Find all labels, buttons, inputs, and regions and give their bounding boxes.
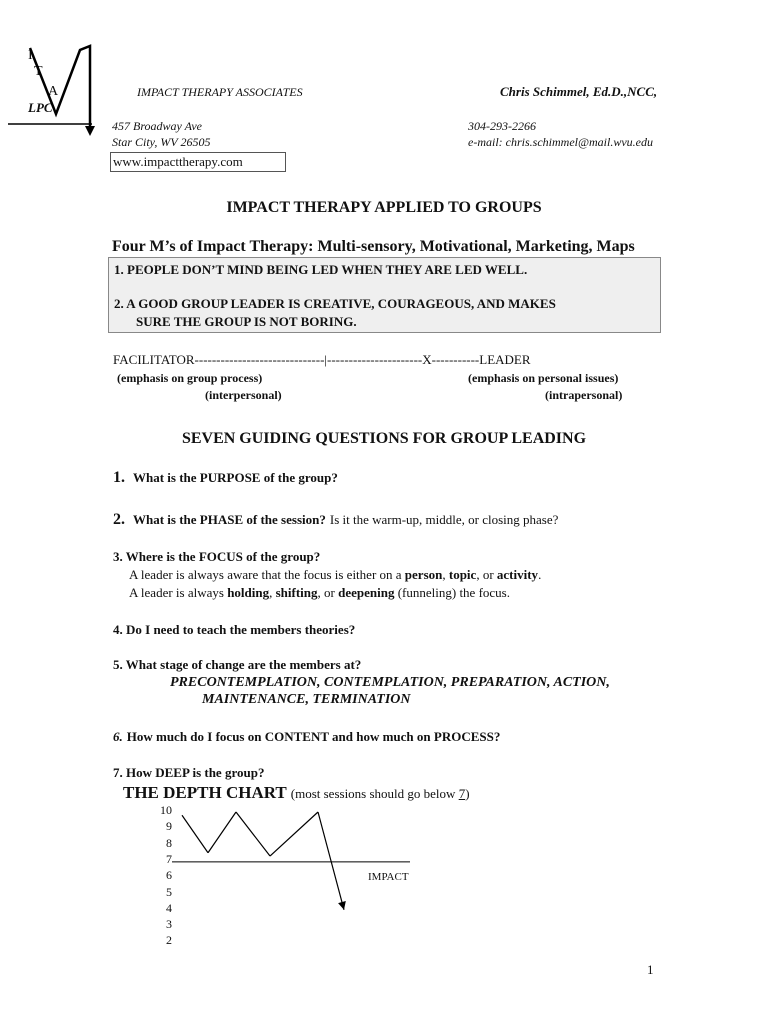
address-line-2: Star City, WV 26505 [112, 135, 211, 149]
question-3-line-2 [129, 585, 510, 601]
depth-chart-title: THE DEPTH CHART [123, 783, 287, 802]
question-2 [113, 511, 558, 529]
depth-chart-note-num: 7 [458, 786, 466, 801]
principles-box [108, 257, 661, 333]
y-tick-5: 5 [166, 884, 172, 899]
question-7: 7. How DEEP is the group? [113, 765, 265, 780]
logo-m-mark [8, 44, 108, 140]
q3-l1-a: A leader is always aware that the focus is either on a [129, 567, 405, 582]
org-name: IMPACT THERAPY ASSOCIATES [137, 85, 303, 99]
phone-number: 304-293-2266 [468, 119, 536, 133]
email-address[interactable]: e-mail: chris.schimmel@mail.wvu.edu [468, 135, 654, 149]
depth-chart-note-b: ) [465, 786, 470, 801]
depth-chart-heading [123, 783, 470, 803]
q3-l1-end: . [538, 567, 542, 582]
depth-chart [158, 804, 418, 954]
question-6 [113, 728, 500, 746]
q3-l2-holding: holding [227, 585, 270, 600]
question-5-stages-2: MAINTENANCE, TERMINATION [202, 692, 411, 707]
depth-line-segment-1 [182, 815, 208, 852]
logo-letter-i: I [28, 48, 33, 63]
q3-l1-activity: activity [496, 567, 539, 582]
page-number: 1 [647, 962, 654, 977]
q3-l1-person: person [404, 567, 443, 582]
right-emphasis: (emphasis on personal issues) [468, 371, 619, 385]
principle-2-cont: SURE THE GROUP IS NOT BORING. [136, 314, 357, 329]
principle-1: 1. PEOPLE DON’T MIND BEING LED WHEN THEY ARE LED WELL. [114, 262, 528, 277]
q3-l1-topic: topic [448, 567, 477, 582]
question-4: 4. Do I need to teach the members theories? [113, 622, 356, 637]
depth-line-segment-5 [318, 812, 344, 910]
left-emphasis: (emphasis on group process) [117, 371, 263, 385]
y-tick-3: 3 [166, 917, 172, 932]
question-2-text: What is the PHASE of the session? [133, 512, 326, 527]
y-tick-8: 8 [166, 835, 172, 850]
y-tick-10: 10 [160, 803, 172, 817]
question-3: 3. Where is the FOCUS of the group? [113, 549, 321, 564]
logo-letter-a: A [48, 84, 59, 99]
question-6-text: How much do I focus on CONTENT and how much on PROCESS? [126, 729, 501, 744]
impact-label: IMPACT [368, 871, 409, 883]
q3-l2-sep1: , [269, 585, 276, 600]
logo-lpc: LPC [28, 100, 53, 115]
right-type: (intrapersonal) [545, 388, 623, 402]
question-1-number: 1. [113, 469, 125, 486]
question-1 [113, 469, 338, 487]
y-tick-4: 4 [166, 900, 172, 915]
q3-l2-end: (funneling) the focus. [394, 585, 510, 600]
question-6-number: 6. [113, 729, 123, 744]
document-title: IMPACT THERAPY APPLIED TO GROUPS [226, 199, 542, 216]
question-3-line-1 [129, 567, 541, 583]
q3-l2-sep2: , or [317, 585, 339, 600]
y-tick-2: 2 [166, 933, 172, 948]
question-5: 5. What stage of change are the members at? [113, 657, 362, 672]
q3-l1-sep2: , or [476, 567, 497, 582]
depth-line-segment-4 [270, 812, 318, 856]
y-tick-7: 7 [166, 851, 172, 866]
principle-2: 2. A GOOD GROUP LEADER IS CREATIVE, COURAGEOUS, AND MAKES [114, 296, 556, 311]
q3-l2-deepening: deepening [338, 585, 395, 600]
q3-l2-a: A leader is always [129, 585, 228, 600]
y-tick-6: 6 [166, 868, 172, 883]
question-5-stages-1: PRECONTEMPLATION, CONTEMPLATION, PREPARATION, ACTION, [170, 675, 610, 690]
logo [8, 44, 108, 140]
depth-chart-note-a: (most sessions should go below [290, 786, 459, 801]
four-ms-heading: Four M’s of Impact Therapy: Multi-sensory, Motivational, Marketing, Maps [112, 238, 635, 255]
section-title: SEVEN GUIDING QUESTIONS FOR GROUP LEADING [181, 430, 587, 447]
facilitator-leader-continuum: FACILITATOR------------------------------|----------------------X-----------LEADER [113, 352, 531, 367]
y-tick-9: 9 [166, 819, 172, 834]
question-2-extra: Is it the warm-up, middle, or closing phase? [329, 512, 559, 527]
depth-line-segment-3 [236, 812, 270, 856]
depth-line-segment-2 [208, 812, 236, 853]
question-1-text: What is the PURPOSE of the group? [133, 470, 338, 485]
person-name: Chris Schimmel, Ed.D.,NCC, [500, 84, 658, 99]
left-type: (interpersonal) [205, 388, 282, 402]
website-link[interactable]: www.impacttherapy.com [110, 152, 286, 172]
q3-l2-shifting: shifting [275, 585, 318, 600]
q3-l1-sep1: , [442, 567, 449, 582]
depth-line-arrowhead [338, 901, 346, 910]
address-line-1: 457 Broadway Ave [112, 119, 202, 133]
question-2-number: 2. [113, 511, 125, 528]
logo-letter-t: T [34, 64, 43, 79]
